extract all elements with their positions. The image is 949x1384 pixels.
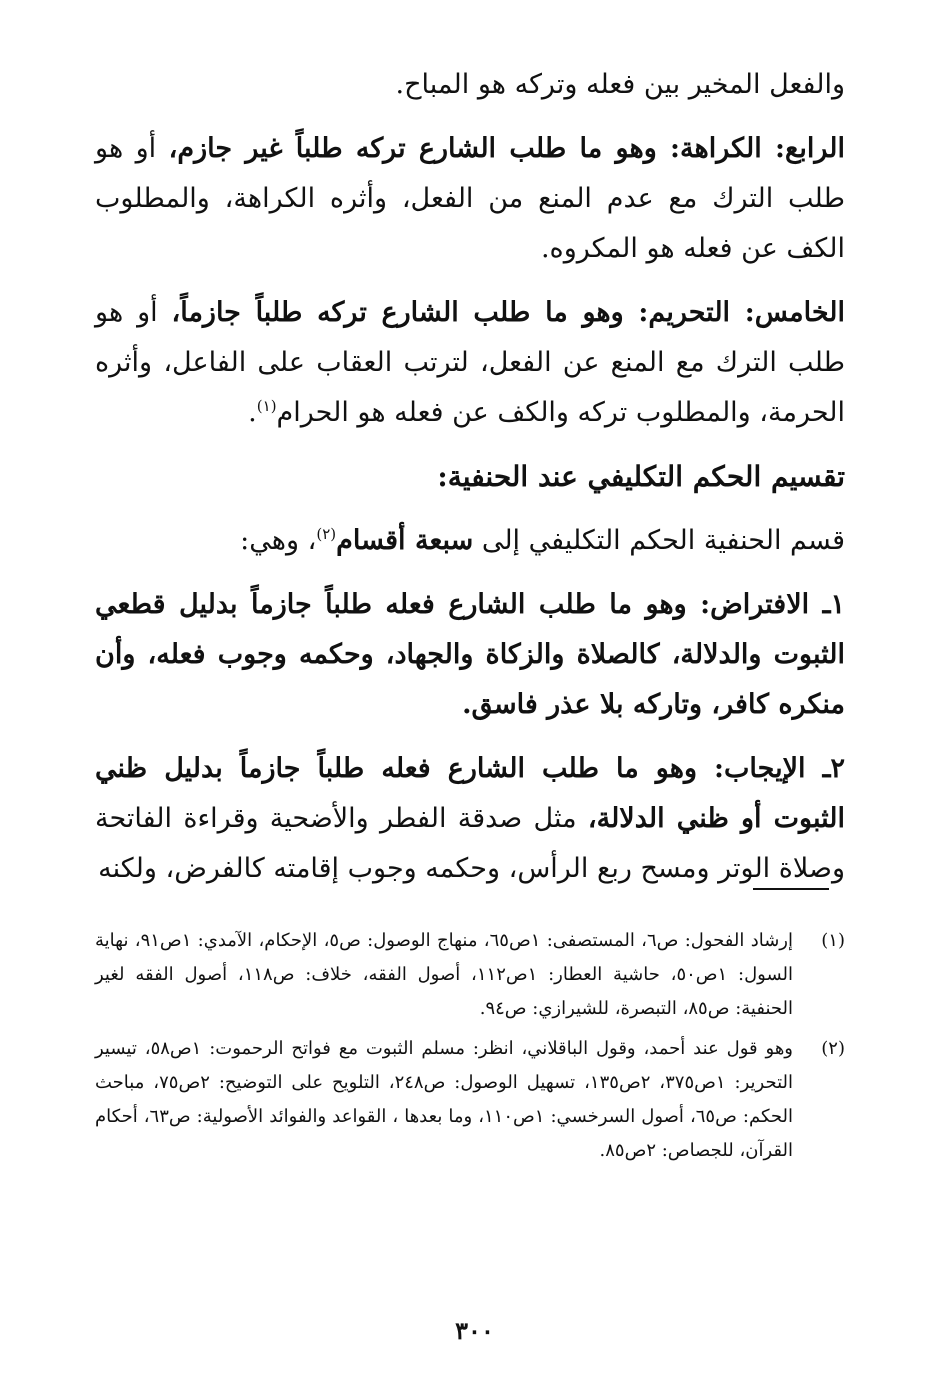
footnote-ref-1[interactable]: (١) — [256, 397, 277, 415]
footnote-2 — [95, 1032, 845, 1168]
tahrim-definition: الخامس: التحريم: وهو ما طلب الشارع تركه طلباً جازماً، — [171, 297, 845, 328]
intro-seven-parts: سبعة أقسام — [336, 525, 474, 556]
footnote-1 — [95, 924, 845, 1026]
footnote-number: (٢) — [821, 1038, 845, 1059]
ijab-explanation: مثل صدقة الفطر والأضحية وقراءة الفاتحة وصلاة الوتر ومسح ربع الرأس، وحكمه وجوب إقامته كالفرض، ولكنه — [95, 803, 845, 884]
footnote-ref-2[interactable]: (٢) — [316, 525, 337, 543]
paragraph-karaha — [95, 124, 845, 274]
tahrim-end: . — [248, 397, 257, 428]
intro-end: ، وهي: — [240, 525, 317, 556]
text-mubah: والفعل المخير بين فعله وتركه هو المباح. — [395, 69, 845, 100]
footnote-text: وهو قول عند أحمد، وقول الباقلاني، انظر: مسلم الثبوت مع فواتح الرحموت: ١ص٥٨، تيسير التحرير: ١ص٣٧٥، ٢ص١٣٥، تسهيل الوصول: ص٢٤٨، التلويح على التوضيح: ٢ص٧٥، مباحث الحكم: ص٦٥، أصول السرخسي: ١ص١١٠، وما بعدها ، القواعد والفوائد الأصولية: ص٦٣، أحكام القرآن، للجصاص: ٢ص٨٥. — [95, 1038, 794, 1161]
intro-text: قسم الحنفية الحكم التكليفي إلى — [473, 525, 845, 556]
karaha-definition: الرابع: الكراهة: وهو ما طلب الشارع تركه طلباً غير جازم، — [168, 133, 845, 164]
paragraph-mubah — [95, 60, 845, 110]
paragraph-intro — [95, 516, 845, 566]
paragraph-tahrim — [95, 288, 845, 438]
page-body — [95, 60, 845, 908]
ijab-definition: ٢ـ الإيجاب: وهو ما طلب الشارع فعله طلباً جازماً بدليل ظني الثبوت أو ظني الدلالة، — [95, 753, 845, 834]
paragraph-ijab — [95, 744, 845, 894]
footnotes — [95, 924, 845, 1174]
footnote-number: (١) — [821, 930, 845, 951]
footnote-text: إرشاد الفحول: ص٦، المستصفى: ١ص٦٥، منهاج الوصول: ص٥، الإحكام، الآمدي: ١ص٩١، نهاية السول: ١ص٥٠، حاشية العطار: ١ص١١٢، أصول الفقه، خلاف: ص١١٨، أصول الفقه لغير الحنفية: ص٨٥، التبصرة، للشيرازي: ص٩٤. — [95, 930, 793, 1019]
section-heading: تقسيم الحكم التكليفي عند الحنفية: — [437, 460, 845, 493]
tahrim-explanation: أو هو طلب الترك مع المنع عن الفعل، لترتب العقاب على الفاعل، وأثره الحرمة، والمطلوب تركه والكف عن فعله هو الحرام — [95, 297, 845, 428]
footnote-separator — [753, 888, 829, 890]
paragraph-iftirad: ١ـ الافتراض: وهو ما طلب الشارع فعله طلباً جازماً بدليل قطعي الثبوت والدلالة، كالصلاة والزكاة والجهاد، وحكمه وجوب فعله، وأن منكره كافر، وتاركه بلا عذر فاسق. — [95, 589, 845, 720]
page-number: ٣٠٠ — [455, 1316, 494, 1345]
karaha-explanation: أو هو طلب الترك مع عدم المنع من الفعل، وأثره الكراهة، والمطلوب الكف عن فعله هو المكروه. — [95, 133, 845, 264]
